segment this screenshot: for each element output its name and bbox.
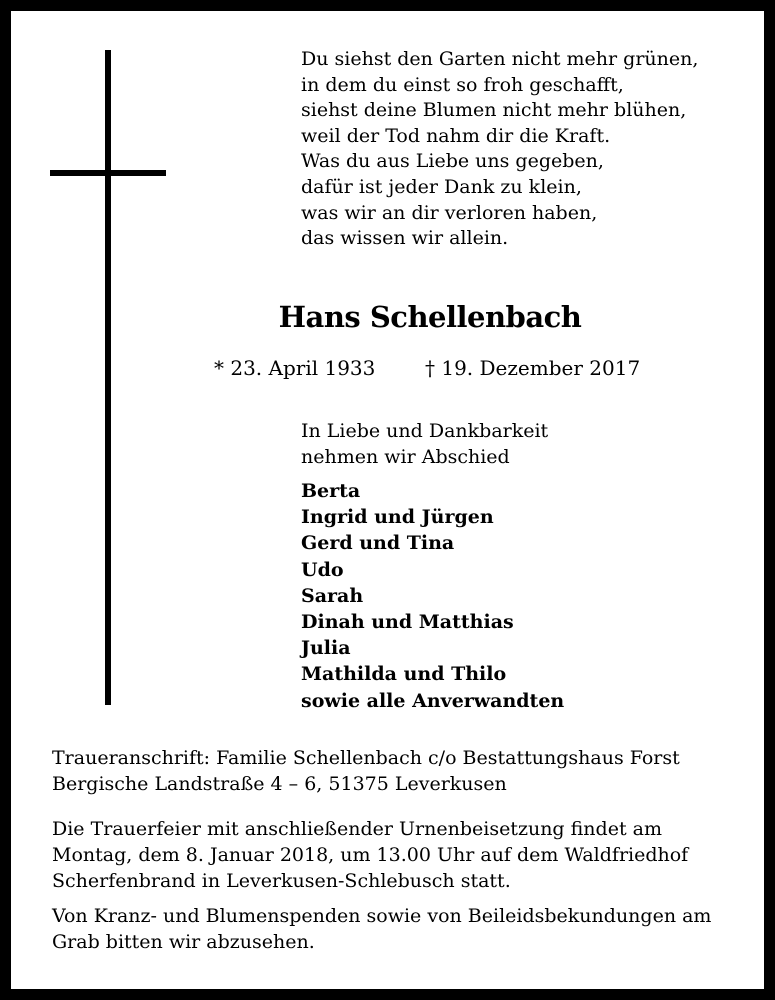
poem-line: dafür ist jeder Dank zu klein, — [301, 175, 582, 198]
mourner-name: Udo — [301, 558, 344, 581]
poem-line: Du siehst den Garten nicht mehr grünen, — [301, 48, 699, 70]
farewell-text — [301, 418, 548, 470]
mourner-name: Julia — [301, 637, 351, 660]
poem-line: Was du aus Liebe uns gegeben, — [301, 150, 604, 173]
farewell-line: In Liebe und Dankbarkeit — [301, 420, 549, 442]
birth-date: * 23. April 1933 — [214, 356, 376, 380]
mourner-name: Mathilda und Thilo — [301, 663, 507, 686]
mourner-name: sowie alle Anverwandten — [301, 689, 565, 712]
mourner-name: Gerd und Tina — [301, 532, 455, 555]
poem-line: siehst deine Blumen nicht mehr blühen, — [301, 99, 687, 122]
poem-line: in dem du einst so froh geschafft, — [301, 73, 624, 96]
donations-notice — [52, 903, 742, 955]
mourners-list — [301, 478, 564, 714]
cross-horizontal-beam — [50, 170, 166, 176]
cross-vertical-beam — [105, 50, 111, 705]
address-line: Traueranschrift: Familie Schellenbach c/o Bestattungshaus Forst — [52, 747, 680, 769]
funeral-ceremony-notice — [52, 816, 742, 895]
mourner-name: Sarah — [301, 584, 364, 607]
mourner-name: Ingrid und Jürgen — [301, 506, 494, 529]
mourning-address — [52, 745, 742, 797]
address-line: Bergische Landstraße 4 – 6, 51375 Leverkusen — [52, 773, 507, 796]
ceremony-line: Montag, dem 8. Januar 2018, um 13.00 Uhr auf dem Waldfriedhof — [52, 844, 689, 867]
memorial-poem — [301, 47, 698, 252]
ceremony-line: Die Trauerfeier mit anschließender Urnenbeisetzung findet am — [52, 818, 662, 840]
mourner-name: Dinah und Matthias — [301, 611, 514, 634]
donations-line: Von Kranz- und Blumenspenden sowie von Beileidsbekundungen am — [52, 905, 712, 927]
poem-line: was wir an dir verloren haben, — [301, 201, 598, 224]
donations-line: Grab bitten wir abzusehen. — [52, 931, 315, 954]
death-date: † 19. Dezember 2017 — [425, 356, 641, 380]
mourner-name: Berta — [301, 480, 361, 502]
farewell-line: nehmen wir Abschied — [301, 446, 510, 468]
poem-line: das wissen wir allein. — [301, 227, 509, 250]
ceremony-line: Scherfenbrand in Leverkusen-Schlebusch statt. — [52, 870, 511, 893]
poem-line: weil der Tod nahm dir die Kraft. — [301, 124, 611, 147]
deceased-name: Hans Schellenbach — [278, 300, 582, 334]
